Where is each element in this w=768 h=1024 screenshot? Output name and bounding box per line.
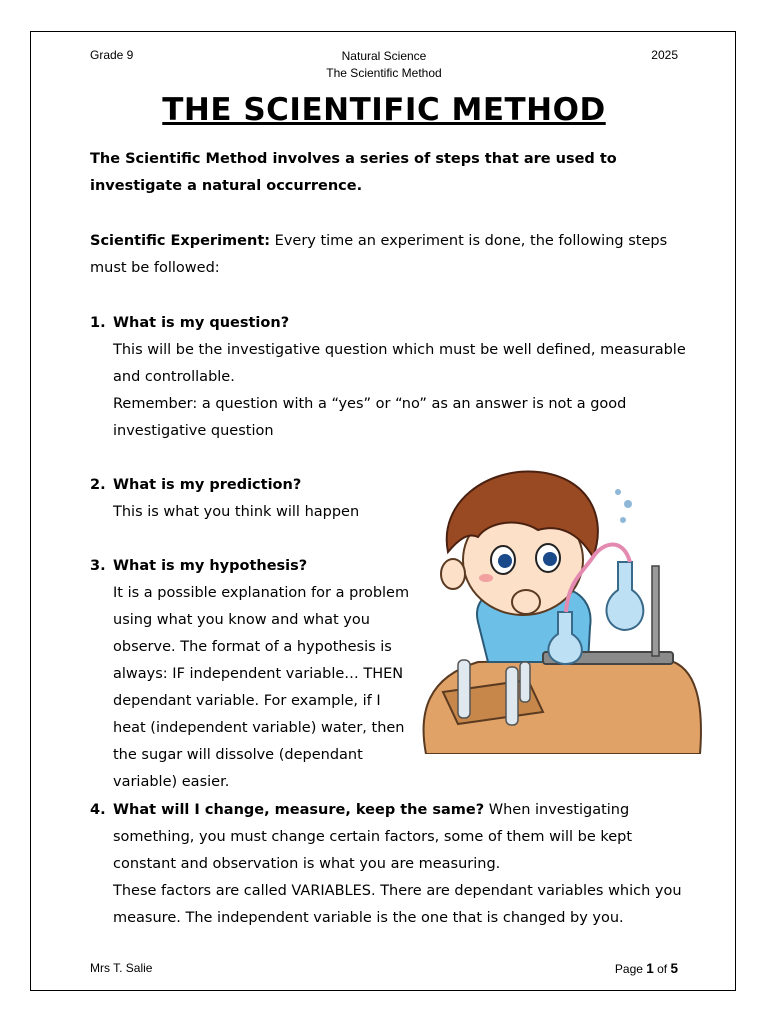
header-subject-line: Natural Science	[341, 49, 427, 63]
step-number: 2.	[90, 477, 106, 493]
step-number: 4.	[90, 802, 106, 818]
step-text: Remember: a question with a “yes” or “no” as an answer is not a good investigative question	[113, 396, 627, 439]
header-year: 2025	[651, 48, 678, 62]
experiment-text: Every time an experiment is done, the following steps must be followed:	[90, 233, 668, 276]
step-question: What is my hypothesis?	[113, 558, 308, 574]
step-4	[90, 797, 690, 932]
step-3	[90, 553, 410, 796]
step-number: 1.	[90, 315, 106, 331]
header-topic-line: The Scientific Method	[326, 66, 442, 80]
step-text: This is what you think will happen	[113, 504, 360, 520]
scientist-child-illustration	[418, 462, 702, 754]
page-current: 1	[646, 961, 654, 976]
step-question: What will I change, measure, keep the same?	[113, 802, 485, 818]
step-text: When investigating something, you must change certain factors, some of them will be kept constant and observation is what you are measuring.	[113, 802, 633, 872]
intro-paragraph: The Scientific Method involves a series of steps that are used to investigate a natural occurrence.	[90, 151, 617, 194]
page-of: of	[653, 962, 671, 976]
step-1	[90, 310, 690, 445]
step-question: What is my question?	[113, 315, 290, 331]
footer-author: Mrs T. Salie	[90, 961, 153, 975]
step-text: This will be the investigative question which must be well defined, measurable and controllable.	[113, 342, 686, 385]
footer-page-number	[615, 961, 678, 976]
experiment-paragraph	[90, 228, 690, 282]
page-prefix: Page	[614, 962, 647, 976]
experiment-label: Scientific Experiment:	[90, 233, 271, 249]
page-total: 5	[670, 961, 678, 976]
step-question: What is my prediction?	[113, 477, 302, 493]
step-2	[90, 472, 410, 526]
step-number: 3.	[90, 558, 106, 574]
step-text: It is a possible explanation for a problem using what you know and what you observe. The format of a hypothesis is always: IF independent variable… THEN dependant variable. For example, if I heat (independent variable) water, then the sugar will dissolve (dependant variable) easier.	[113, 585, 410, 790]
page-title: THE SCIENTIFIC METHOD	[162, 92, 606, 128]
header-grade: Grade 9	[90, 48, 134, 62]
step-text: These factors are called VARIABLES. There are dependant variables which you measure. The independent variable is the one that is changed by you.	[113, 883, 682, 926]
